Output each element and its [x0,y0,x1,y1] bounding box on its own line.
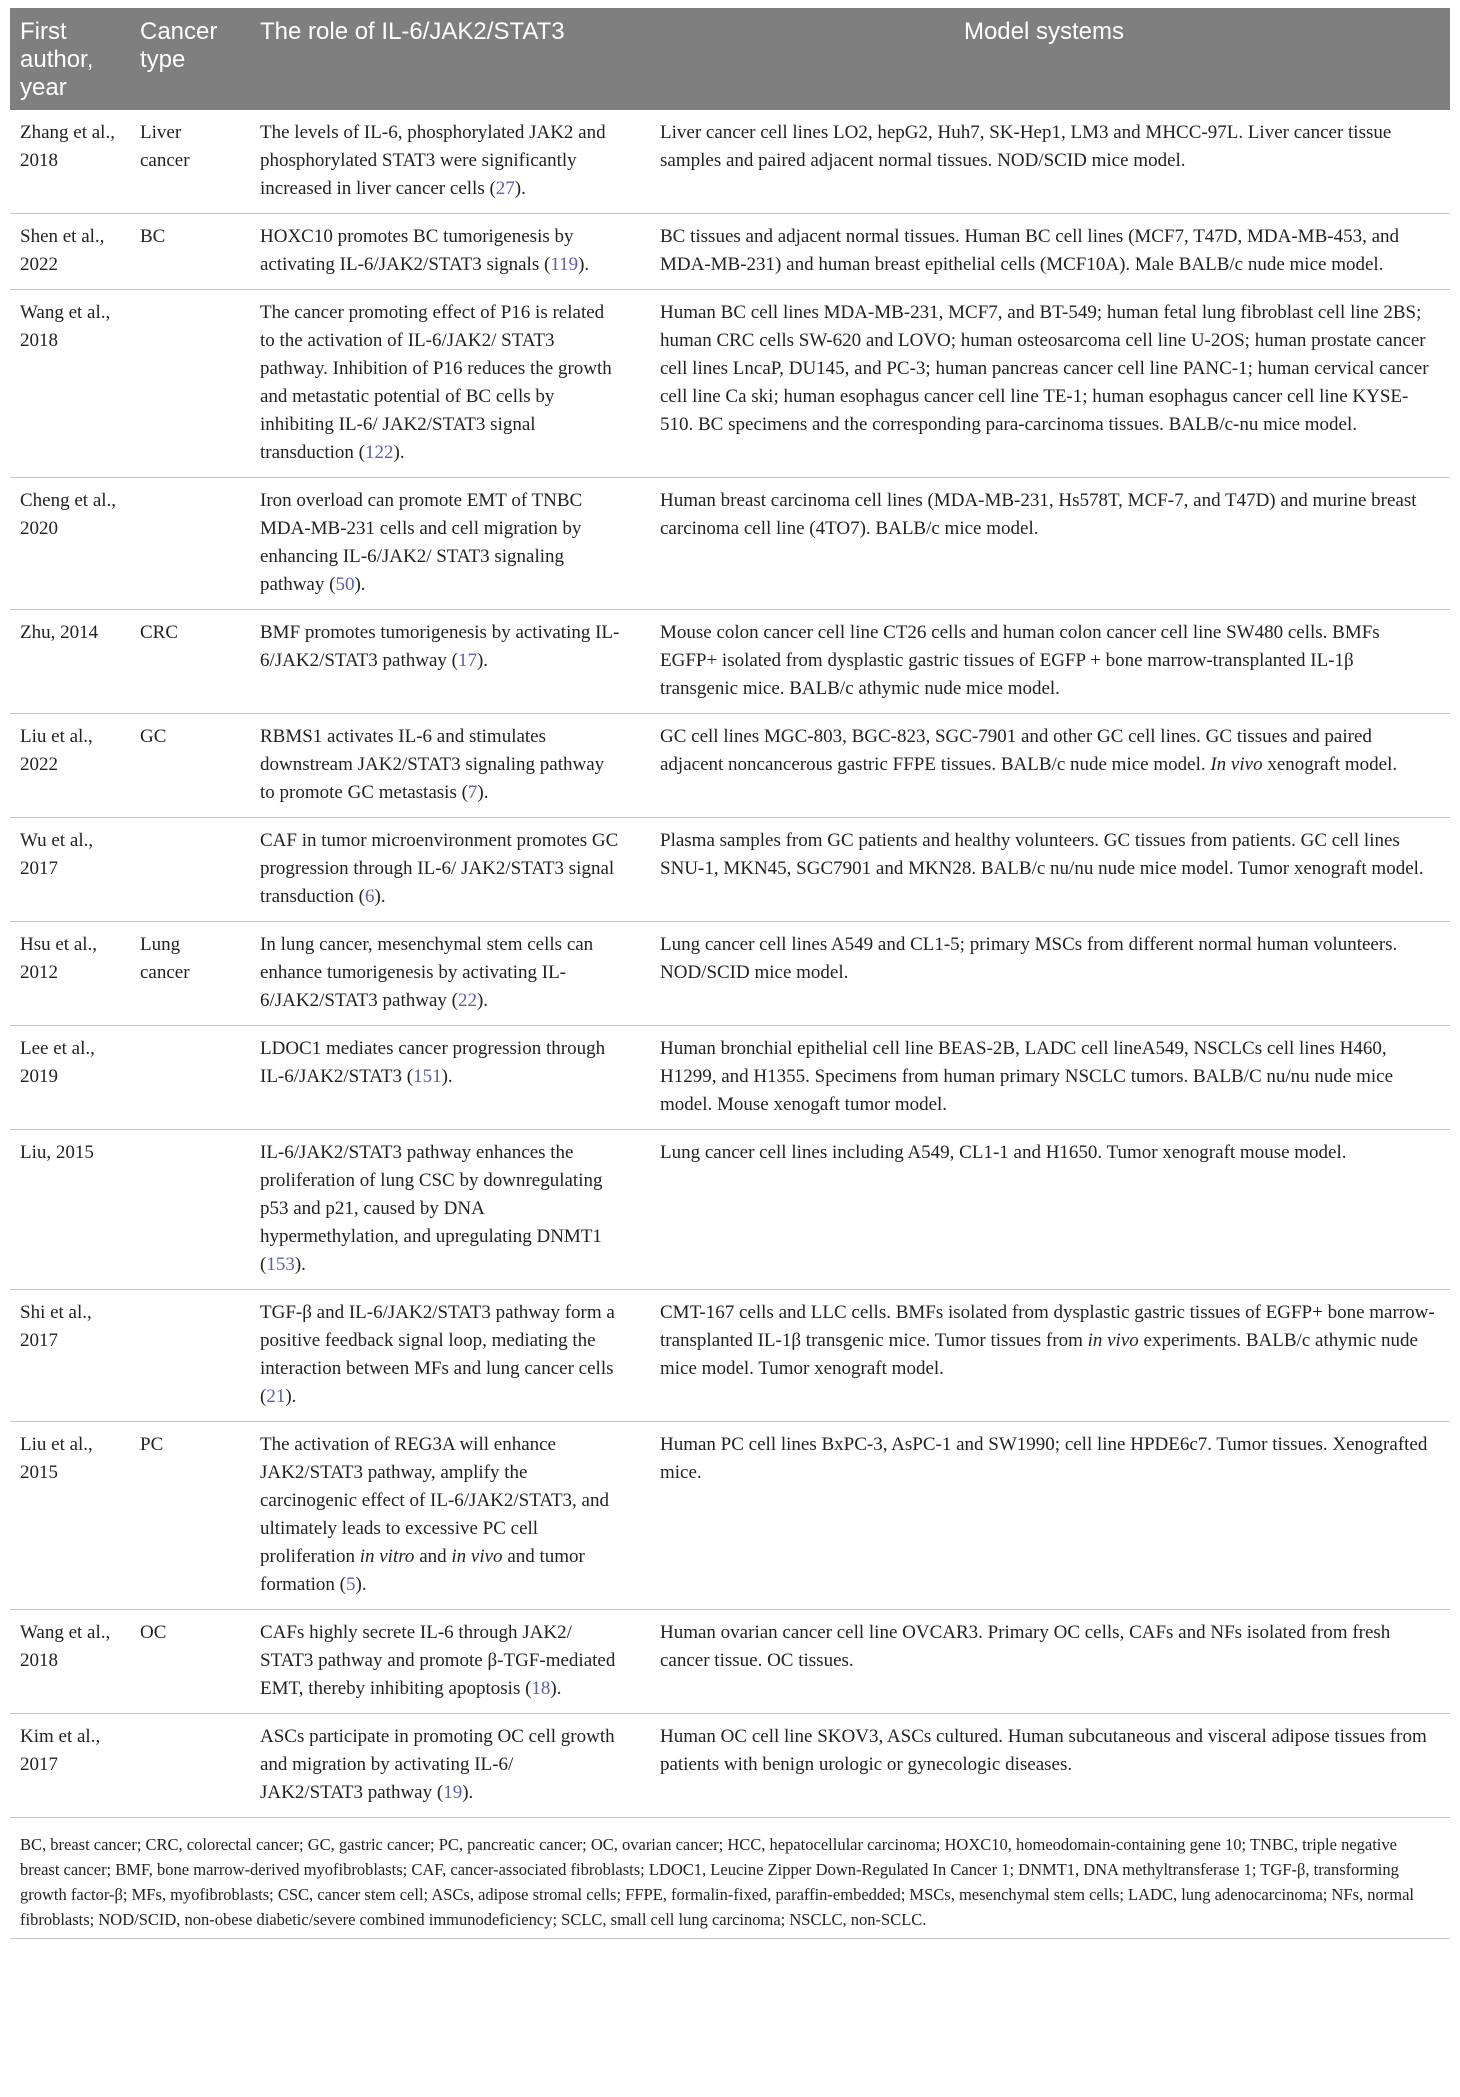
model-text: Human PC cell lines BxPC-3, AsPC-1 and SW1990; cell line HPDE6c7. Tumor tissues. Xenografted mice. [660,1434,1428,1483]
model-systems-cell [638,1422,1450,1610]
table-row [10,1130,1450,1290]
reference-link: 21 [266,1386,286,1407]
role-text: In lung cancer, mesenchymal stem cells can enhance tumorigenesis by activating IL-6/JAK2/STAT3 pathway ( [260,934,594,1011]
role-cell [238,610,638,714]
header-cancer-type: Cancer type [130,8,238,110]
model-systems-cell [638,1714,1450,1818]
role-text: HOXC10 promotes BC tumorigenesis by activating IL-6/JAK2/STAT3 signals ( [260,226,574,275]
author-cell: Wu et al., 2017 [10,818,130,922]
role-cell [238,214,638,290]
role-cell [238,714,638,818]
cancer-type-cell: Liver cancer [130,110,238,214]
model-systems-cell [638,714,1450,818]
model-systems-cell [638,1610,1450,1714]
table-row [10,290,1450,478]
role-text: CAFs highly secrete IL-6 through JAK2/ STAT3 pathway and promote β-TGF-mediated EMT, thereby inhibiting apoptosis ( [260,1622,616,1699]
model-systems-cell [638,290,1450,478]
cancer-type-cell: PC [130,1422,238,1610]
author-cell: Shi et al., 2017 [10,1290,130,1422]
reference-link: 50 [335,574,355,595]
model-text: Liver cancer cell lines LO2, hepG2, Huh7, SK-Hep1, LM3 and MHCC-97L. Liver cancer tissue samples and paired adjacent normal tissues. NOD/SCID mice model. [660,122,1392,171]
reference-link: 27 [495,178,515,199]
role-cell [238,478,638,610]
cancer-type-cell [130,1026,238,1130]
reference-link: 119 [550,254,579,275]
table-row [10,1026,1450,1130]
role-text: CAF in tumor microenvironment promotes GC progression through IL-6/ JAK2/STAT3 signal transduction ( [260,830,619,907]
table-row [10,214,1450,290]
table-row [10,1610,1450,1714]
author-cell: Lee et al., 2019 [10,1026,130,1130]
model-systems-cell [638,110,1450,214]
cancer-type-cell: GC [130,714,238,818]
author-cell: Liu et al., 2022 [10,714,130,818]
role-text: ). [393,442,405,463]
role-italic-text: in vitro [359,1546,415,1567]
role-italic-text: in vivo [451,1546,503,1567]
table-row [10,1422,1450,1610]
role-text: RBMS1 activates IL-6 and stimulates downstream JAK2/STAT3 signaling pathway to promote GC metastasis ( [260,726,605,803]
role-cell [238,1026,638,1130]
role-text: ). [578,254,590,275]
model-text: experiments. BALB/c athymic nude mice model. Tumor xenograft model. [660,1330,1418,1379]
header-row [10,8,1450,110]
cancer-type-cell: BC [130,214,238,290]
role-text: ). [476,990,489,1011]
author-cell: Shen et al., 2022 [10,214,130,290]
cancer-type-cell [130,1714,238,1818]
table-row [10,818,1450,922]
table-row [10,922,1450,1026]
role-cell [238,110,638,214]
reference-link: 6 [365,886,375,907]
model-text: Human OC cell line SKOV3, ASCs cultured. Human subcutaneous and visceral adipose tissues from patients with benign urologic or gynecologic diseases. [660,1726,1427,1775]
role-text: LDOC1 mediates cancer progression through IL-6/JAK2/STAT3 ( [260,1038,606,1087]
table-row [10,1290,1450,1422]
cancer-type-cell [130,1130,238,1290]
model-text: Human BC cell lines MDA-MB-231, MCF7, and BT-549; human fetal lung fibroblast cell line 2BS; human CRC cells SW-620 and LOVO; human osteosarcoma cell line U-2OS; human prostate cancer cell lines LncaP, DU145, and PC-3; human pancreas cancer cell line PANC-1; human cervical cancer cell line Ca ski; human esophagus cancer cell line TE-1; human esophagus cancer cell line KYSE-510. BC specimens and the corresponding para-carcinoma tissues. BALB/c-nu mice model. [660,302,1429,435]
model-systems-cell [638,214,1450,290]
author-cell: Zhang et al., 2018 [10,110,130,214]
cancer-type-cell: CRC [130,610,238,714]
reference-link: 7 [467,782,478,803]
role-cell [238,1610,638,1714]
author-cell: Kim et al., 2017 [10,1714,130,1818]
model-text: Plasma samples from GC patients and healthy volunteers. GC tissues from patients. GC cell lines SNU-1, MKN45, SGC7901 and MKN28. BALB/c nu/nu nude mice model. Tumor xenograft model. [660,830,1424,879]
role-cell [238,1714,638,1818]
reference-link: 19 [443,1782,463,1803]
role-text: and tumor formation ( [260,1546,585,1595]
role-text: ). [462,1782,474,1803]
model-italic-text: In vivo [1210,754,1263,775]
reference-link: 151 [413,1066,442,1087]
reference-link: 122 [365,442,394,463]
table-row [10,1714,1450,1818]
cancer-type-cell [130,478,238,610]
cancer-type-cell [130,818,238,922]
model-italic-text: in vivo [1087,1330,1139,1351]
role-text: ). [477,782,489,803]
author-cell: Hsu et al., 2012 [10,922,130,1026]
role-text: TGF-β and IL-6/JAK2/STAT3 pathway form a positive feedback signal loop, mediating the interaction between MFs and lung cancer cells ( [260,1302,615,1407]
role-text: BMF promotes tumorigenesis by activating IL-6/JAK2/STAT3 pathway ( [260,622,620,671]
reference-link: 153 [266,1254,295,1275]
author-cell: Cheng et al., 2020 [10,478,130,610]
table-footnote: BC, breast cancer; CRC, colorectal cancer; GC, gastric cancer; PC, pancreatic cancer; OC, ovarian cancer; HCC, hepatocellular carcinoma; HOXC10, homeodomain-containing gene 10; TNBC, triple negative breast cancer; BMF, bone marrow-derived myofibroblasts; CAF, cancer-associated fibroblasts; LDOC1, Leucine Zipper Down-Regulated In Cancer 1; DNMT1, DNA methyltransferase 1; TGF-β, transforming growth factor-β; MFs, myofibroblasts; CSC, cancer stem cell; ASCs, adipose stromal cells; FFPE, formalin-fixed, paraffin-embedded; MSCs, mesenchymal stem cells; LADC, lung adenocarcinoma; NFs, normal fibroblasts; NOD/SCID, non-obese diabetic/severe combined immunodeficiency; SCLC, small cell lung carcinoma; NSCLC, non-SCLC. [10,1818,1450,1939]
reference-link: 17 [457,650,477,671]
role-text: IL-6/JAK2/STAT3 pathway enhances the proliferation of lung CSC by downregulating p53 and p21, caused by DNA hypermethylation, and upregulating DNMT1 ( [260,1142,603,1275]
table-header [10,8,1450,110]
model-text: Lung cancer cell lines A549 and CL1-5; primary MSCs from different normal human volunteers. NOD/SCID mice model. [660,934,1398,983]
role-text: and [414,1546,452,1567]
cancer-type-cell [130,290,238,478]
reference-link: 18 [531,1678,551,1699]
model-text: Mouse colon cancer cell line CT26 cells and human colon cancer cell line SW480 cells. BMFs EGFP+ isolated from dysplastic gastric tissues of EGFP + bone marrow-transplanted IL-1β transgenic mice. BALB/c athymic nude mice model. [660,622,1380,699]
header-role: The role of IL-6/JAK2/STAT3 [238,8,638,110]
table-row [10,478,1450,610]
role-cell [238,290,638,478]
role-text: ). [476,650,489,671]
role-text: ). [285,1386,297,1407]
author-cell: Wang et al., 2018 [10,290,130,478]
role-text: ). [354,574,366,595]
table-body [10,110,1450,1818]
author-cell: Liu, 2015 [10,1130,130,1290]
author-cell: Wang et al., 2018 [10,1610,130,1714]
model-systems-cell [638,1130,1450,1290]
role-text: ). [441,1066,453,1087]
reference-link: 22 [457,990,477,1011]
role-text: ASCs participate in promoting OC cell growth and migration by activating IL-6/ JAK2/STAT3 pathway ( [260,1726,615,1803]
role-cell [238,922,638,1026]
model-systems-cell [638,478,1450,610]
model-text: Human bronchial epithelial cell line BEAS-2B, LADC cell lineA549, NSCLCs cell lines H460, H1299, and H1355. Specimens from human primary NSCLC tumors. BALB/C nu/nu nude mice model. Mouse xenogaft tumor model. [660,1038,1394,1115]
role-text: The levels of IL-6, phosphorylated JAK2 and phosphorylated STAT3 were significantly increased in liver cancer cells ( [260,122,606,199]
role-cell [238,1290,638,1422]
model-systems-cell [638,1026,1450,1130]
model-text: Human breast carcinoma cell lines (MDA-MB-231, Hs578T, MCF-7, and T47D) and murine breast carcinoma cell line (4TO7). BALB/c mice model. [660,490,1417,539]
role-cell [238,1422,638,1610]
model-systems-cell [638,922,1450,1026]
cancer-type-cell [130,1290,238,1422]
table-row [10,610,1450,714]
role-text: ). [374,886,386,907]
role-text: ). [294,1254,306,1275]
data-table [10,8,1450,1818]
model-text: GC cell lines MGC-803, BGC-823, SGC-7901 and other GC cell lines. GC tissues and paired adjacent noncancerous gastric FFPE tissues. BALB/c nude mice model. [660,726,1372,775]
model-text: Human ovarian cancer cell line OVCAR3. Primary OC cells, CAFs and NFs isolated from fresh cancer tissue. OC tissues. [660,1622,1391,1671]
role-text: The activation of REG3A will enhance JAK2/STAT3 pathway, amplify the carcinogenic effect of IL-6/JAK2/STAT3, and ultimately leads to excessive PC cell proliferation [260,1434,609,1567]
role-text: ). [514,178,526,199]
model-text: CMT-167 cells and LLC cells. BMFs isolated from dysplastic gastric tissues of EGFP+ bone marrow-transplanted IL-1β transgenic mice. Tumor tissues from [660,1302,1435,1351]
role-cell [238,818,638,922]
table-row [10,110,1450,214]
model-systems-cell [638,1290,1450,1422]
role-text: ). [355,1574,367,1595]
table-container [10,8,1450,1939]
cancer-type-cell: Lung cancer [130,922,238,1026]
author-cell: Liu et al., 2015 [10,1422,130,1610]
header-model-systems: Model systems [638,8,1450,110]
model-systems-cell [638,610,1450,714]
role-text: Iron overload can promote EMT of TNBC MDA-MB-231 cells and cell migration by enhancing IL-6/JAK2/ STAT3 signaling pathway ( [260,490,583,595]
role-text: ). [550,1678,562,1699]
model-text: xenograft model. [1262,754,1398,775]
table-row [10,714,1450,818]
role-cell [238,1130,638,1290]
model-text: Lung cancer cell lines including A549, CL1-1 and H1650. Tumor xenograft mouse model. [660,1142,1347,1163]
model-text: BC tissues and adjacent normal tissues. Human BC cell lines (MCF7, T47D, MDA-MB-453, and MDA-MB-231) and human breast epithelial cells (MCF10A). Male BALB/c nude mice model. [660,226,1400,275]
header-first-author: First author, year [10,8,130,110]
model-systems-cell [638,818,1450,922]
cancer-type-cell: OC [130,1610,238,1714]
reference-link: 5 [346,1574,356,1595]
role-text: The cancer promoting effect of P16 is related to the activation of IL-6/JAK2/ STAT3 pathway. Inhibition of P16 reduces the growth and metastatic potential of BC cells by inhibiting IL-6/ JAK2/STAT3 signal transduction ( [260,302,612,463]
author-cell: Zhu, 2014 [10,610,130,714]
